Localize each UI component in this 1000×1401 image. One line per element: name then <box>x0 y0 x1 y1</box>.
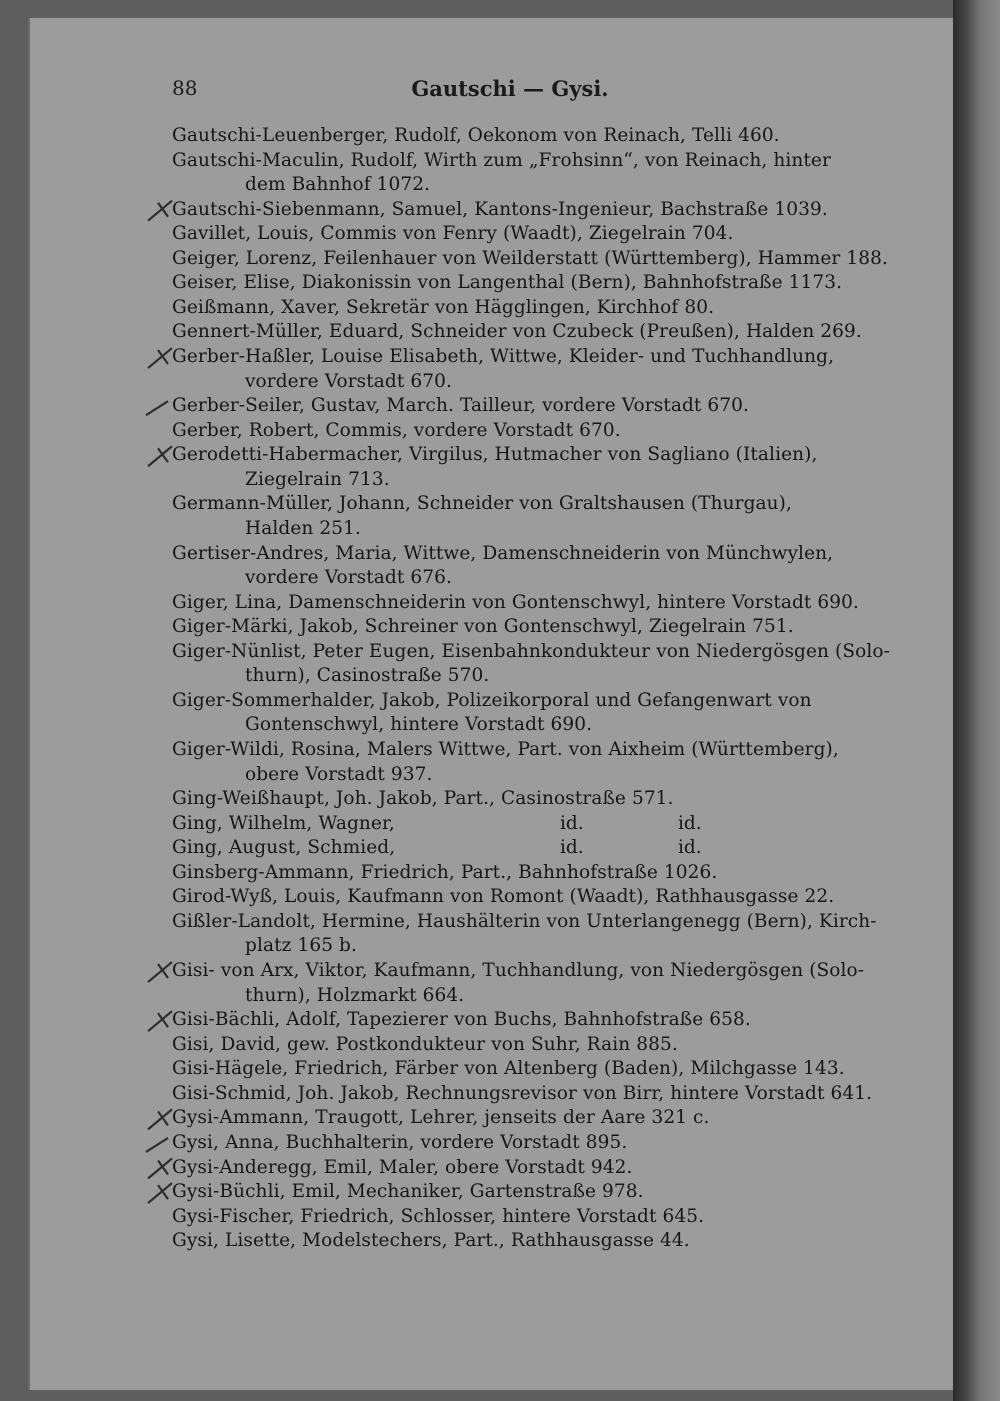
directory-entry: Gysi-Ammann, Traugott, Lehrer, jenseits der Aare 321 c. <box>172 1107 710 1129</box>
entry-continuation: vordere Vorstadt 676. <box>245 567 452 589</box>
directory-entry: Gautschi-Maculin, Rudolf, Wirth zum „Frohsinn“, von Reinach, hinter <box>172 149 831 171</box>
entry-continuation: thurn), Casinostraße 570. <box>245 665 490 687</box>
directory-entry: Geißmann, Xaver, Sekretär von Hägglingen, Kirchhof 80. <box>172 296 715 318</box>
entry-continuation: dem Bahnhof 1072. <box>245 174 431 196</box>
directory-entry: Geiger, Lorenz, Feilenhauer von Weilderstatt (Württemberg), Hammer 188. <box>172 247 888 269</box>
directory-entry: Geiser, Elise, Diakonissin von Langenthal (Bern), Bahnhofstraße 1173. <box>172 272 843 294</box>
entry-continuation: thurn), Holzmarkt 664. <box>245 984 465 1006</box>
page-edge <box>953 0 1000 1401</box>
running-title: Gautschi — Gysi. <box>411 76 609 101</box>
directory-entry: Gysi, Lisette, Modelstechers, Part., Rathhausgasse 44. <box>172 1230 690 1252</box>
directory-entry: Gennert-Müller, Eduard, Schneider von Czubeck (Preußen), Halden 269. <box>172 321 862 343</box>
directory-entry: Gysi, Anna, Buchhalterin, vordere Vorstadt 895. <box>172 1131 628 1153</box>
directory-entry: Gißler-Landolt, Hermine, Haushälterin von Unterlangenegg (Bern), Kirch- <box>172 910 877 932</box>
directory-entry: Gysi-Anderegg, Emil, Maler, obere Vorstadt 942. <box>172 1156 633 1178</box>
directory-entry: Gerodetti-Habermacher, Virgilus, Hutmacher von Sagliano (Italien), <box>172 444 818 466</box>
directory-entry: Gertiser-Andres, Maria, Wittwe, Damenschneiderin von Münchwylen, <box>172 542 834 564</box>
entry-continuation: Halden 251. <box>245 517 361 539</box>
directory-entry: Gerber, Robert, Commis, vordere Vorstadt 670. <box>172 419 621 441</box>
directory-entry: Germann-Müller, Johann, Schneider von Graltshausen (Thurgau), <box>172 493 792 515</box>
directory-entry: Gerber-Seiler, Gustav, March. Tailleur, vordere Vorstadt 670. <box>172 395 750 417</box>
directory-entry: Gisi-Bächli, Adolf, Tapezierer von Buchs, Bahnhofstraße 658. <box>172 1009 751 1031</box>
directory-entry: Ginsberg-Ammann, Friedrich, Part., Bahnhofstraße 1026. <box>172 861 718 883</box>
directory-entry: Giger-Sommerhalder, Jakob, Polizeikorporal und Gefangenwart von <box>172 689 812 711</box>
ditto-mark: id. <box>560 837 584 859</box>
directory-entry: Girod-Wyß, Louis, Kaufmann von Romont (Waadt), Rathhausgasse 22. <box>172 886 835 908</box>
entry-continuation: Gontenschwyl, hintere Vorstadt 690. <box>245 714 593 736</box>
directory-entry: Giger-Nünlist, Peter Eugen, Eisenbahnkondukteur von Niedergösgen (Solo- <box>172 640 890 662</box>
ditto-mark: id. <box>678 812 702 834</box>
entry-continuation: vordere Vorstadt 670. <box>245 370 452 392</box>
ditto-mark: id. <box>678 837 702 859</box>
directory-entry: Gerber-Haßler, Louise Elisabeth, Wittwe, Kleider- und Tuchhandlung, <box>172 346 835 368</box>
directory-entry: Giger-Wildi, Rosina, Malers Wittwe, Part. von Aixheim (Württemberg), <box>172 739 839 760</box>
directory-entry: Ging, August, Schmied, <box>172 837 396 859</box>
directory-entry: Giger, Lina, Damenschneiderin von Gontenschwyl, hintere Vorstadt 690. <box>172 591 860 613</box>
directory-entry: Gisi, David, gew. Postkondukteur von Suhr, Rain 885. <box>172 1033 678 1055</box>
directory-entry: Gavillet, Louis, Commis von Fenry (Waadt), Ziegelrain 704. <box>172 223 734 245</box>
directory-entry: Gautschi-Leuenberger, Rudolf, Oekonom von Reinach, Telli 460. <box>172 125 780 146</box>
entry-continuation: Ziegelrain 713. <box>245 468 390 490</box>
directory-entry: Ging-Weißhaupt, Joh. Jakob, Part., Casinostraße 571. <box>172 788 674 810</box>
directory-entry: Gysi-Fischer, Friedrich, Schlosser, hintere Vorstadt 645. <box>172 1205 705 1227</box>
directory-entry: Ging, Wilhelm, Wagner, <box>172 812 395 834</box>
page-number: 88 <box>172 76 198 100</box>
entry-continuation: platz 165 b. <box>245 935 357 957</box>
directory-entry: Gysi-Büchli, Emil, Mechaniker, Gartenstraße 978. <box>172 1181 644 1203</box>
directory-entry: Gisi- von Arx, Viktor, Kaufmann, Tuchhandlung, von Niedergösgen (Solo- <box>172 960 865 982</box>
directory-entry: Gisi-Hägele, Friedrich, Färber von Altenberg (Baden), Milchgasse 143. <box>172 1058 845 1080</box>
directory-entry: Gisi-Schmid, Joh. Jakob, Rechnungsrevisor von Birr, hintere Vorstadt 641. <box>172 1082 873 1104</box>
ditto-mark: id. <box>560 812 584 834</box>
directory-entry: Giger-Märki, Jakob, Schreiner von Gontenschwyl, Ziegelrain 751. <box>172 616 794 638</box>
entry-continuation: obere Vorstadt 937. <box>245 763 433 785</box>
directory-entry: Gautschi-Siebenmann, Samuel, Kantons-Ingenieur, Bachstraße 1039. <box>172 198 828 220</box>
